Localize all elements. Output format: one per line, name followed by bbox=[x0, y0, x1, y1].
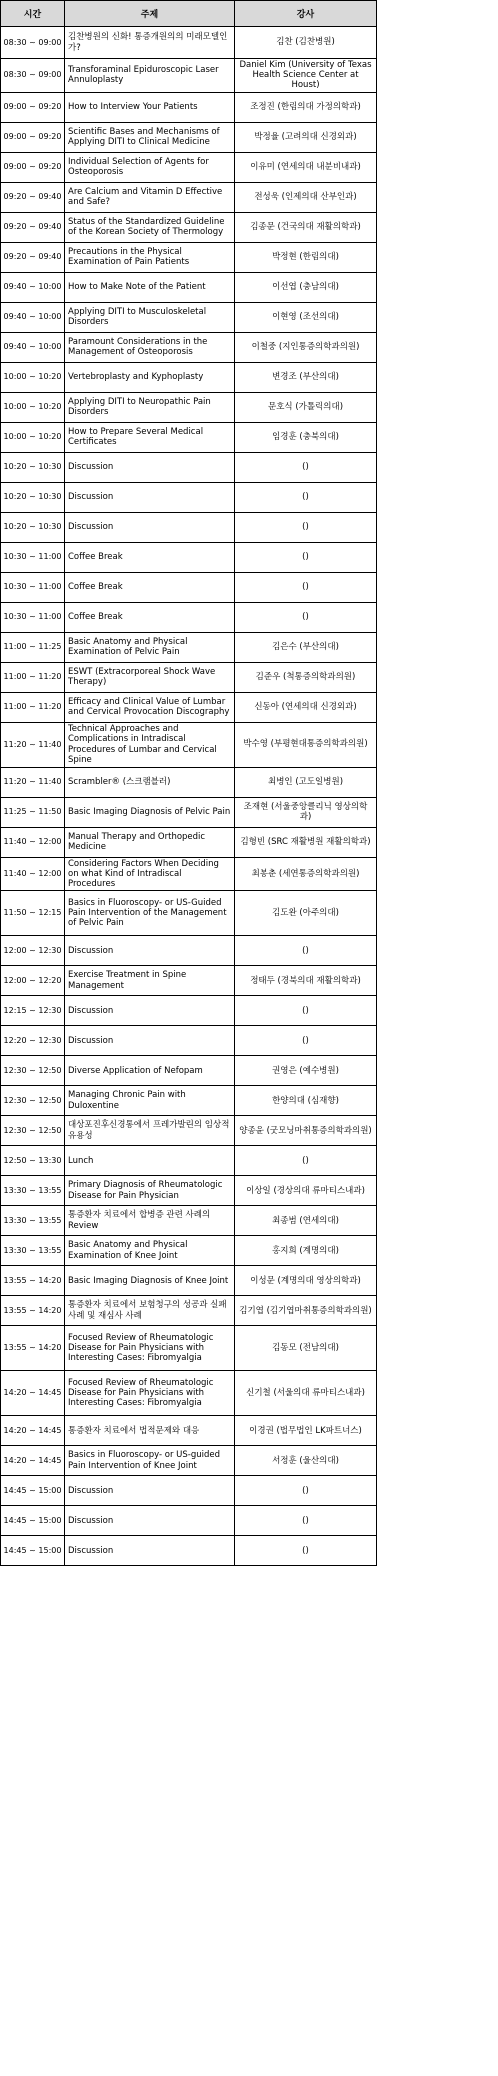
topic-cell: Scientific Bases and Mechanisms of Applying DITI to Clinical Medicine bbox=[65, 122, 235, 152]
topic-cell: Applying DITI to Musculoskeletal Disorders bbox=[65, 302, 235, 332]
topic-cell: Basic Anatomy and Physical Examination of Pelvic Pain bbox=[65, 632, 235, 662]
time-cell: 10:00 ~ 10:20 bbox=[1, 392, 65, 422]
speaker-cell: 김찬 (김찬병원) bbox=[235, 27, 377, 59]
header-time: 시간 bbox=[1, 1, 65, 27]
table-row bbox=[1, 767, 377, 797]
speaker-cell: 이성문 (계명의대 영상의학과) bbox=[235, 1266, 377, 1296]
topic-cell: 김찬병원의 신화! 통증개원의의 미래모델인가? bbox=[65, 27, 235, 59]
speaker-cell: 김도완 (아주의대) bbox=[235, 891, 377, 936]
table-row bbox=[1, 392, 377, 422]
time-cell: 14:20 ~ 14:45 bbox=[1, 1371, 65, 1416]
speaker-cell: 임경훈 (충북의대) bbox=[235, 422, 377, 452]
speaker-cell: 서정훈 (울산의대) bbox=[235, 1446, 377, 1476]
time-cell: 11:25 ~ 11:50 bbox=[1, 797, 65, 827]
time-cell: 08:30 ~ 09:00 bbox=[1, 27, 65, 59]
schedule-body bbox=[1, 27, 377, 1566]
topic-cell: How to Interview Your Patients bbox=[65, 92, 235, 122]
table-row bbox=[1, 242, 377, 272]
speaker-cell: 조재현 (서울중앙클리닉 영상의학과) bbox=[235, 797, 377, 827]
topic-cell: Discussion bbox=[65, 482, 235, 512]
table-row bbox=[1, 512, 377, 542]
speaker-cell: 권영은 (예수병원) bbox=[235, 1056, 377, 1086]
speaker-cell: () bbox=[235, 482, 377, 512]
table-row bbox=[1, 1296, 377, 1326]
table-row bbox=[1, 1266, 377, 1296]
topic-cell: Individual Selection of Agents for Osteoporosis bbox=[65, 152, 235, 182]
topic-cell: Efficacy and Clinical Value of Lumbar and Cervical Provocation Discography bbox=[65, 692, 235, 722]
speaker-cell: 김은수 (부산의대) bbox=[235, 632, 377, 662]
topic-cell: 통증환자 치료에서 법적문제와 대응 bbox=[65, 1416, 235, 1446]
table-row bbox=[1, 1371, 377, 1416]
topic-cell: Focused Review of Rheumatologic Disease for Pain Physicians with Interesting Cases: Fibromyalgia bbox=[65, 1326, 235, 1371]
time-cell: 12:30 ~ 12:50 bbox=[1, 1056, 65, 1086]
time-cell: 11:00 ~ 11:20 bbox=[1, 662, 65, 692]
time-cell: 09:20 ~ 09:40 bbox=[1, 212, 65, 242]
speaker-cell: () bbox=[235, 996, 377, 1026]
time-cell: 09:40 ~ 10:00 bbox=[1, 332, 65, 362]
speaker-cell: 신동아 (연세의대 신경외과) bbox=[235, 692, 377, 722]
time-cell: 13:55 ~ 14:20 bbox=[1, 1266, 65, 1296]
table-row bbox=[1, 272, 377, 302]
table-row bbox=[1, 1236, 377, 1266]
time-cell: 12:00 ~ 12:30 bbox=[1, 936, 65, 966]
table-row bbox=[1, 632, 377, 662]
topic-cell: Focused Review of Rheumatologic Disease for Pain Physicians with Interesting Cases: Fibromyalgia bbox=[65, 1371, 235, 1416]
table-row bbox=[1, 996, 377, 1026]
topic-cell: Primary Diagnosis of Rheumatologic Disease for Pain Physician bbox=[65, 1176, 235, 1206]
time-cell: 11:00 ~ 11:20 bbox=[1, 692, 65, 722]
topic-cell: Applying DITI to Neuropathic Pain Disorders bbox=[65, 392, 235, 422]
time-cell: 11:40 ~ 12:00 bbox=[1, 827, 65, 857]
time-cell: 12:30 ~ 12:50 bbox=[1, 1086, 65, 1116]
speaker-cell: () bbox=[235, 1476, 377, 1506]
time-cell: 10:30 ~ 11:00 bbox=[1, 602, 65, 632]
header-row bbox=[1, 1, 377, 27]
table-row bbox=[1, 1476, 377, 1506]
table-row bbox=[1, 302, 377, 332]
time-cell: 13:30 ~ 13:55 bbox=[1, 1176, 65, 1206]
time-cell: 10:20 ~ 10:30 bbox=[1, 482, 65, 512]
table-row bbox=[1, 1176, 377, 1206]
time-cell: 10:00 ~ 10:20 bbox=[1, 422, 65, 452]
time-cell: 09:20 ~ 09:40 bbox=[1, 182, 65, 212]
topic-cell: Manual Therapy and Orthopedic Medicine bbox=[65, 827, 235, 857]
topic-cell: Precautions in the Physical Examination of Pain Patients bbox=[65, 242, 235, 272]
table-row bbox=[1, 422, 377, 452]
speaker-cell: () bbox=[235, 936, 377, 966]
topic-cell: Technical Approaches and Complications in Intradiscal Procedures of Lumbar and Cervical Spine bbox=[65, 722, 235, 767]
speaker-cell: 박정현 (한림의대) bbox=[235, 242, 377, 272]
topic-cell: Exercise Treatment in Spine Management bbox=[65, 966, 235, 996]
topic-cell: How to Prepare Several Medical Certificates bbox=[65, 422, 235, 452]
time-cell: 12:00 ~ 12:20 bbox=[1, 966, 65, 996]
table-row bbox=[1, 482, 377, 512]
speaker-cell: 김준우 (척통증의학과의원) bbox=[235, 662, 377, 692]
topic-cell: Basic Anatomy and Physical Examination of Knee Joint bbox=[65, 1236, 235, 1266]
topic-cell: Basic Imaging Diagnosis of Knee Joint bbox=[65, 1266, 235, 1296]
header-speaker: 강사 bbox=[235, 1, 377, 27]
topic-cell: Scrambler® (스크램블러) bbox=[65, 767, 235, 797]
speaker-cell: 문호식 (가톨릭의대) bbox=[235, 392, 377, 422]
topic-cell: 통증환자 치료에서 보험청구의 성공과 실패 사례 및 재심사 사례 bbox=[65, 1296, 235, 1326]
speaker-cell: () bbox=[235, 1026, 377, 1056]
table-row bbox=[1, 797, 377, 827]
time-cell: 10:30 ~ 11:00 bbox=[1, 542, 65, 572]
speaker-cell: 전성욱 (인제의대 산부인과) bbox=[235, 182, 377, 212]
time-cell: 09:00 ~ 09:20 bbox=[1, 152, 65, 182]
table-row bbox=[1, 1116, 377, 1146]
topic-cell: 통증환자 치료에서 합병증 관련 사례의 Review bbox=[65, 1206, 235, 1236]
table-row bbox=[1, 212, 377, 242]
table-row bbox=[1, 1026, 377, 1056]
header-topic: 주제 bbox=[65, 1, 235, 27]
topic-cell: Basics in Fluoroscopy- or US-Guided Pain Intervention of the Management of Pelvic Pain bbox=[65, 891, 235, 936]
topic-cell: ESWT (Extracorporeal Shock Wave Therapy) bbox=[65, 662, 235, 692]
speaker-cell: () bbox=[235, 1506, 377, 1536]
table-row bbox=[1, 827, 377, 857]
speaker-cell: 이경권 (법무법인 LK파트너스) bbox=[235, 1416, 377, 1446]
speaker-cell: 한양의대 (심재향) bbox=[235, 1086, 377, 1116]
time-cell: 14:20 ~ 14:45 bbox=[1, 1446, 65, 1476]
table-row bbox=[1, 27, 377, 59]
table-row bbox=[1, 542, 377, 572]
topic-cell: Discussion bbox=[65, 1506, 235, 1536]
speaker-cell: 홍지희 (계명의대) bbox=[235, 1236, 377, 1266]
speaker-cell: 김종문 (건국의대 재활의학과) bbox=[235, 212, 377, 242]
time-cell: 10:20 ~ 10:30 bbox=[1, 512, 65, 542]
time-cell: 10:00 ~ 10:20 bbox=[1, 362, 65, 392]
speaker-cell: 변경조 (부산의대) bbox=[235, 362, 377, 392]
topic-cell: Discussion bbox=[65, 1026, 235, 1056]
speaker-cell: 양종윤 (굿모닝마취통증의학과의원) bbox=[235, 1116, 377, 1146]
table-row bbox=[1, 1506, 377, 1536]
speaker-cell: () bbox=[235, 542, 377, 572]
speaker-cell: 이현영 (조선의대) bbox=[235, 302, 377, 332]
time-cell: 09:40 ~ 10:00 bbox=[1, 272, 65, 302]
time-cell: 11:00 ~ 11:25 bbox=[1, 632, 65, 662]
table-row bbox=[1, 1056, 377, 1086]
topic-cell: How to Make Note of the Patient bbox=[65, 272, 235, 302]
speaker-cell: () bbox=[235, 1146, 377, 1176]
speaker-cell: 최종범 (연세의대) bbox=[235, 1206, 377, 1236]
topic-cell: Diverse Application of Nefopam bbox=[65, 1056, 235, 1086]
table-row bbox=[1, 122, 377, 152]
time-cell: 14:45 ~ 15:00 bbox=[1, 1536, 65, 1566]
speaker-cell: 정태두 (경북의대 재활의학과) bbox=[235, 966, 377, 996]
table-row bbox=[1, 362, 377, 392]
speaker-cell: 최병인 (고도일병원) bbox=[235, 767, 377, 797]
time-cell: 13:55 ~ 14:20 bbox=[1, 1326, 65, 1371]
table-row bbox=[1, 1536, 377, 1566]
time-cell: 14:45 ~ 15:00 bbox=[1, 1506, 65, 1536]
table-row bbox=[1, 1326, 377, 1371]
speaker-cell: Daniel Kim (University of Texas Health Science Center at Houst) bbox=[235, 59, 377, 93]
topic-cell: Are Calcium and Vitamin D Effective and Safe? bbox=[65, 182, 235, 212]
table-row bbox=[1, 662, 377, 692]
time-cell: 13:30 ~ 13:55 bbox=[1, 1236, 65, 1266]
time-cell: 14:45 ~ 15:00 bbox=[1, 1476, 65, 1506]
topic-cell: Status of the Standardized Guideline of the Korean Society of Thermology bbox=[65, 212, 235, 242]
time-cell: 11:50 ~ 12:15 bbox=[1, 891, 65, 936]
topic-cell: Vertebroplasty and Kyphoplasty bbox=[65, 362, 235, 392]
speaker-cell: 이철중 (지인통증의학과의원) bbox=[235, 332, 377, 362]
time-cell: 13:55 ~ 14:20 bbox=[1, 1296, 65, 1326]
table-row bbox=[1, 1146, 377, 1176]
table-row bbox=[1, 1416, 377, 1446]
topic-cell: Discussion bbox=[65, 1476, 235, 1506]
topic-cell: Considering Factors When Deciding on what Kind of Intradiscal Procedures bbox=[65, 857, 235, 891]
table-row bbox=[1, 452, 377, 482]
speaker-cell: 이선엽 (충남의대) bbox=[235, 272, 377, 302]
topic-cell: Basic Imaging Diagnosis of Pelvic Pain bbox=[65, 797, 235, 827]
table-row bbox=[1, 1446, 377, 1476]
time-cell: 13:30 ~ 13:55 bbox=[1, 1206, 65, 1236]
speaker-cell: 김기엽 (김기엽마취통증의학과의원) bbox=[235, 1296, 377, 1326]
time-cell: 09:40 ~ 10:00 bbox=[1, 302, 65, 332]
time-cell: 09:00 ~ 09:20 bbox=[1, 122, 65, 152]
time-cell: 11:20 ~ 11:40 bbox=[1, 722, 65, 767]
speaker-cell: 박정율 (고려의대 신경외과) bbox=[235, 122, 377, 152]
time-cell: 12:30 ~ 12:50 bbox=[1, 1116, 65, 1146]
table-row bbox=[1, 92, 377, 122]
topic-cell: Lunch bbox=[65, 1146, 235, 1176]
speaker-cell: 신기철 (서울의대 류마티스내과) bbox=[235, 1371, 377, 1416]
time-cell: 12:50 ~ 13:30 bbox=[1, 1146, 65, 1176]
topic-cell: Paramount Considerations in the Management of Osteoporosis bbox=[65, 332, 235, 362]
topic-cell: Discussion bbox=[65, 1536, 235, 1566]
speaker-cell: 박수영 (부평현대통증의학과의원) bbox=[235, 722, 377, 767]
time-cell: 14:20 ~ 14:45 bbox=[1, 1416, 65, 1446]
speaker-cell: () bbox=[235, 602, 377, 632]
topic-cell: 대상포진후신경통에서 프레가발린의 임상적 유용성 bbox=[65, 1116, 235, 1146]
speaker-cell: 이유미 (연세의대 내분비내과) bbox=[235, 152, 377, 182]
topic-cell: Transforaminal Epiduroscopic Laser Annuloplasty bbox=[65, 59, 235, 93]
table-row bbox=[1, 602, 377, 632]
topic-cell: Managing Chronic Pain with Duloxentine bbox=[65, 1086, 235, 1116]
table-row bbox=[1, 936, 377, 966]
speaker-cell: () bbox=[235, 1536, 377, 1566]
topic-cell: Discussion bbox=[65, 936, 235, 966]
time-cell: 10:30 ~ 11:00 bbox=[1, 572, 65, 602]
time-cell: 08:30 ~ 09:00 bbox=[1, 59, 65, 93]
speaker-cell: 조정진 (한림의대 가정의학과) bbox=[235, 92, 377, 122]
table-row bbox=[1, 722, 377, 767]
topic-cell: Discussion bbox=[65, 512, 235, 542]
time-cell: 11:40 ~ 12:00 bbox=[1, 857, 65, 891]
time-cell: 12:15 ~ 12:30 bbox=[1, 996, 65, 1026]
speaker-cell: () bbox=[235, 512, 377, 542]
speaker-cell: 이상일 (경상의대 류마티스내과) bbox=[235, 1176, 377, 1206]
speaker-cell: 김동모 (전남의대) bbox=[235, 1326, 377, 1371]
table-row bbox=[1, 966, 377, 996]
speaker-cell: () bbox=[235, 452, 377, 482]
table-row bbox=[1, 152, 377, 182]
topic-cell: Discussion bbox=[65, 996, 235, 1026]
time-cell: 12:20 ~ 12:30 bbox=[1, 1026, 65, 1056]
table-row bbox=[1, 1206, 377, 1236]
table-row bbox=[1, 572, 377, 602]
table-row bbox=[1, 332, 377, 362]
topic-cell: Coffee Break bbox=[65, 602, 235, 632]
topic-cell: Coffee Break bbox=[65, 542, 235, 572]
speaker-cell: 최봉춘 (세연통증의학과의원) bbox=[235, 857, 377, 891]
table-row bbox=[1, 182, 377, 212]
topic-cell: Discussion bbox=[65, 452, 235, 482]
table-row bbox=[1, 59, 377, 93]
speaker-cell: () bbox=[235, 572, 377, 602]
table-row bbox=[1, 891, 377, 936]
time-cell: 09:00 ~ 09:20 bbox=[1, 92, 65, 122]
speaker-cell: 김형빈 (SRC 재활병원 재활의학과) bbox=[235, 827, 377, 857]
topic-cell: Coffee Break bbox=[65, 572, 235, 602]
time-cell: 11:20 ~ 11:40 bbox=[1, 767, 65, 797]
table-row bbox=[1, 692, 377, 722]
table-row bbox=[1, 1086, 377, 1116]
table-row bbox=[1, 857, 377, 891]
time-cell: 09:20 ~ 09:40 bbox=[1, 242, 65, 272]
time-cell: 10:20 ~ 10:30 bbox=[1, 452, 65, 482]
topic-cell: Basics in Fluoroscopy- or US-guided Pain Intervention of Knee Joint bbox=[65, 1446, 235, 1476]
